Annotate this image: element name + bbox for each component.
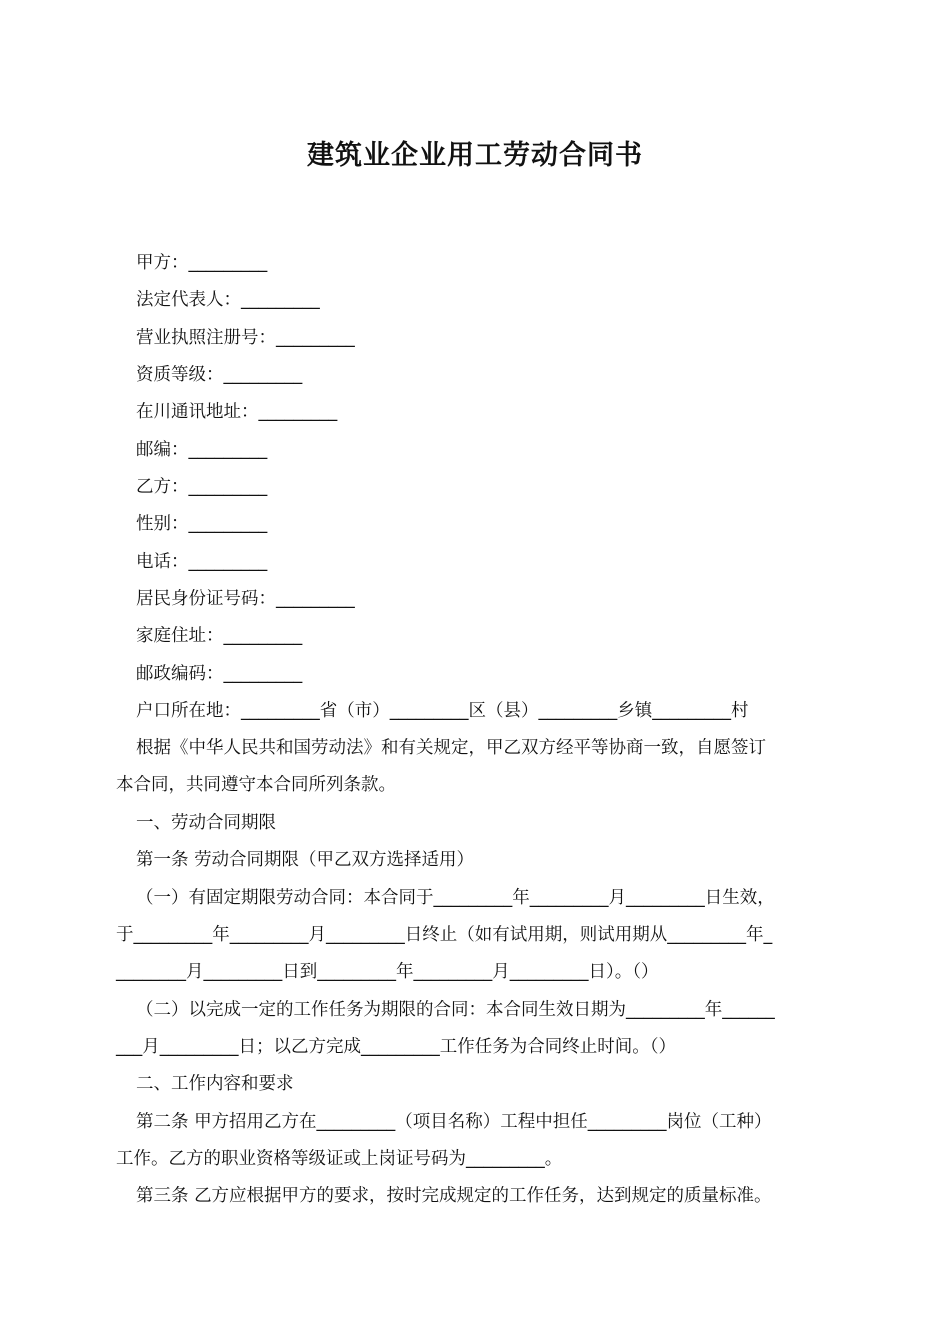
paragraph-line: 第二条 甲方招用乙方在_________（项目名称）工程中担任_________岗位（工种） xyxy=(136,1112,772,1132)
party-b-field: 乙方：_________ xyxy=(136,477,268,497)
paragraph-line: （二）以完成一定的工作任务为期限的合同：本合同生效日期为_________年______ xyxy=(136,1000,775,1020)
postal-code-field: 邮政编码：_________ xyxy=(136,664,303,684)
id-number-field: 居民身份证号码：_________ xyxy=(136,589,355,609)
gender-field: 性别：_________ xyxy=(136,514,268,534)
phone-field: 电话：_________ xyxy=(136,552,268,572)
paragraph-line: 本合同，共同遵守本合同所列条款。 xyxy=(116,775,396,795)
paragraph-line: 第三条 乙方应根据甲方的要求，按时完成规定的工作任务，达到规定的质量标准。 xyxy=(136,1186,772,1206)
section-heading: 二、工作内容和要求 xyxy=(136,1074,294,1094)
postcode-field: 邮编：_________ xyxy=(136,440,268,460)
business-license-field: 营业执照注册号：_________ xyxy=(136,328,355,348)
qualification-level-field: 资质等级：_________ xyxy=(136,365,303,385)
paragraph-line: ___月_________日；以乙方完成_________工作任务为合同终止时间。（） xyxy=(116,1037,676,1057)
article-heading: 第一条 劳动合同期限（甲乙双方选择适用） xyxy=(136,850,475,870)
document-title: 建筑业企业用工劳动合同书 xyxy=(307,140,643,171)
paragraph-line: 工作。乙方的职业资格等级证或上岗证号码为_________。 xyxy=(116,1149,563,1169)
address-field: 在川通讯地址：_________ xyxy=(136,402,338,422)
legal-representative-field: 法定代表人：_________ xyxy=(136,290,320,310)
paragraph-line: （一）有固定期限劳动合同：本合同于_________年_________月_________日生效， xyxy=(136,888,775,908)
party-a-field: 甲方：_________ xyxy=(136,253,268,273)
paragraph-line: ________月_________日到_________年_________月_________日）。（） xyxy=(116,962,659,982)
household-registration-field: 户口所在地：_________省（市）_________区（县）_________乡镇_________村 xyxy=(136,701,749,721)
home-address-field: 家庭住址：_________ xyxy=(136,626,303,646)
section-heading: 一、劳动合同期限 xyxy=(136,813,276,833)
paragraph-line: 根据《中华人民共和国劳动法》和有关规定，甲乙双方经平等协商一致，自愿签订 xyxy=(136,738,766,758)
paragraph-line: 于_________年_________月_________日终止（如有试用期，则试用期从_________年_ xyxy=(116,925,773,945)
